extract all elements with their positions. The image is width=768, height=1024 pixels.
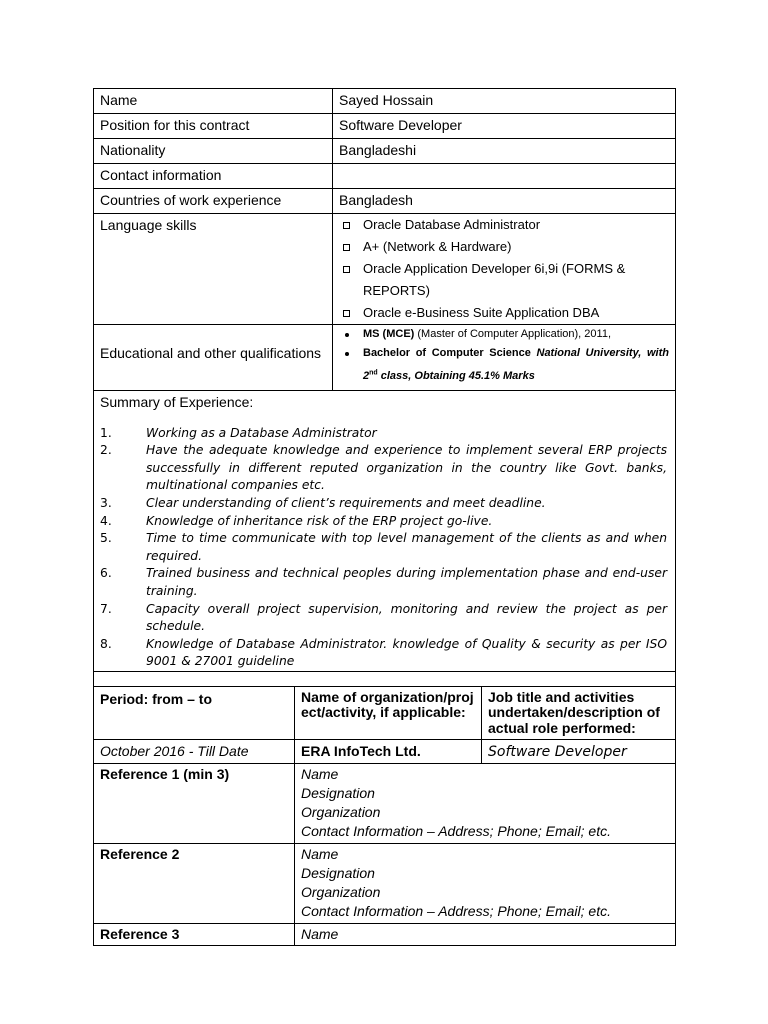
list-item: 7. Capacity overall project supervision, monitoring and review the project as per schedule. <box>100 601 667 634</box>
profile-table <box>93 88 676 687</box>
bullet-icon <box>345 333 349 337</box>
experience-list <box>100 425 667 671</box>
list-item: Bachelor of Computer Science National University, with 2nd class, Obtaining 45.1% Marks <box>339 344 669 386</box>
profile-row-name <box>94 89 676 114</box>
list-item: 5. Time to time communicate with top level management of the clients as and when required. <box>100 531 667 563</box>
reference-label: Reference 3 <box>94 924 295 946</box>
header-period: Period: from – to <box>94 686 295 740</box>
profile-row-countries <box>94 189 676 214</box>
checkbox-bullet-icon <box>343 266 350 273</box>
reference-row <box>94 844 676 924</box>
language-skill-list <box>339 214 669 324</box>
reference-details: Name Designation Organization Contact Information – Address; Phone; Email; etc. <box>295 764 676 844</box>
profile-value: Software Developer <box>333 114 676 139</box>
spacer-row <box>94 671 676 686</box>
profile-label: Position for this contract <box>94 114 333 139</box>
language-label: Language skills <box>94 214 333 325</box>
list-item: 4. Knowledge of inheritance risk of the ERP project go-live. <box>100 513 493 528</box>
summary-title: Summary of Experience: <box>100 393 254 410</box>
profile-row-education <box>94 325 676 391</box>
reference-details: Name <box>295 924 676 946</box>
profile-label: Countries of work experience <box>94 189 333 214</box>
header-organization: Name of organization/project/activity, if applicable: <box>295 686 482 740</box>
profile-value: Bangladesh <box>333 189 676 214</box>
education-list <box>339 325 669 386</box>
employment-organization: ERA InfoTech Ltd. <box>295 740 482 764</box>
profile-row-position <box>94 114 676 139</box>
summary-cell <box>94 390 676 671</box>
checkbox-bullet-icon <box>343 222 350 229</box>
list-item: 8. Knowledge of Database Administrator. knowledge of Quality & security as per ISO 9001 & 27001 guideline <box>100 636 667 669</box>
profile-row-contact <box>94 164 676 189</box>
reference-details: Name Designation Organization Contact Information – Address; Phone; Email; etc. <box>295 844 676 924</box>
profile-label: Nationality <box>94 139 333 164</box>
employment-title: Software Developer <box>482 740 676 764</box>
reference-label: Reference 1 (min 3) <box>94 764 295 844</box>
profile-value <box>333 164 676 189</box>
checkbox-bullet-icon <box>343 244 350 251</box>
list-item: Oracle Application Developer 6i,9i (FORMS & REPORTS) <box>339 258 669 302</box>
profile-value: Sayed Hossain <box>333 89 676 114</box>
reference-row <box>94 764 676 844</box>
reference-row <box>94 924 676 946</box>
list-item: Oracle Database Administrator <box>339 214 669 236</box>
profile-value: Bangladeshi <box>333 139 676 164</box>
profile-label: Name <box>94 89 333 114</box>
employment-header-row <box>94 686 676 740</box>
employment-period: October 2016 - Till Date <box>94 740 295 764</box>
profile-row-nationality <box>94 139 676 164</box>
list-item: Oracle e-Business Suite Application DBA <box>339 302 669 324</box>
reference-label: Reference 2 <box>94 844 295 924</box>
cv-document <box>93 88 676 946</box>
header-job-title: Job title and activities undertaken/description of actual role performed: <box>482 686 676 740</box>
bullet-icon <box>345 352 349 356</box>
checkbox-bullet-icon <box>343 310 350 317</box>
employment-row <box>94 740 676 764</box>
list-item: 3. Clear understanding of client’s requirements and meet deadline. <box>100 496 546 511</box>
references-table <box>93 763 676 946</box>
list-item: 2. Have the adequate knowledge and experience to implement several ERP projects successfully in different reputed organization in the country like Govt. banks, multinational companies etc. <box>100 443 667 493</box>
profile-row-language <box>94 214 676 325</box>
list-item: A+ (Network & Hardware) <box>339 236 669 258</box>
list-item: MS (MCE) (Master of Computer Application), 2011, <box>339 325 669 344</box>
summary-row <box>94 390 676 671</box>
education-label: Educational and other qualifications <box>94 325 333 391</box>
language-skills-cell <box>333 214 676 325</box>
list-item: 6. Trained business and technical peoples during implementation phase and end-user training. <box>100 566 667 598</box>
education-cell <box>333 325 676 391</box>
profile-label: Contact information <box>94 164 333 189</box>
employment-table <box>93 686 676 765</box>
list-item: 1. Working as a Database Administrator <box>100 425 377 440</box>
